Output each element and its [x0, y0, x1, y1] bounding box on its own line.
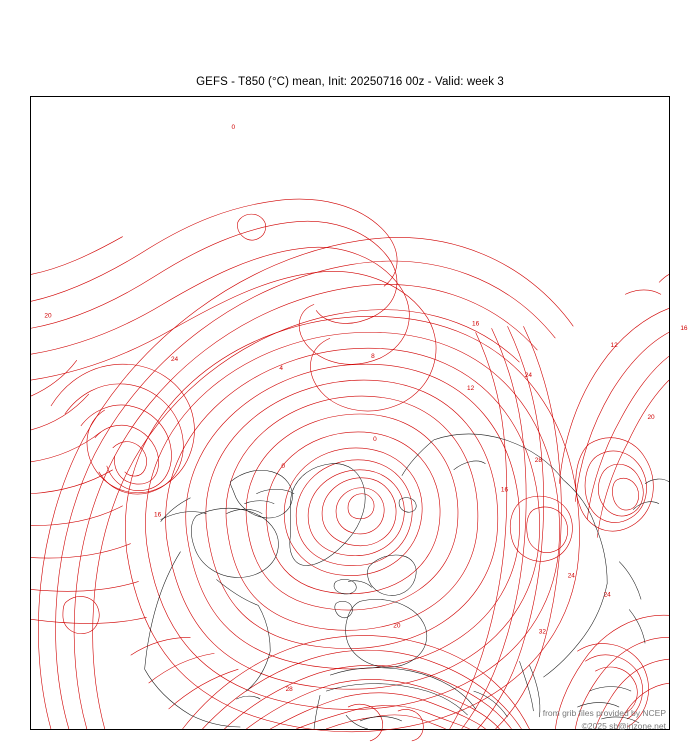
source-credit: from grib files provided by NCEP — [542, 708, 666, 718]
contour-label: 0 — [281, 462, 286, 470]
contour-label: 24 — [524, 372, 533, 380]
contour-label: 20 — [647, 413, 655, 421]
contour-label: 32 — [538, 628, 546, 636]
chart-title: GEFS - T850 (°C) mean, Init: 20250716 00z - Valid: week 3 — [196, 76, 504, 88]
contour-label: 20 — [44, 312, 52, 320]
contour-label: 12 — [610, 342, 618, 350]
contour-label: 12 — [467, 385, 475, 393]
contour-label: 28 — [285, 686, 293, 694]
contour-label: 8 — [371, 353, 375, 361]
contour-map — [31, 97, 688, 729]
contour-label: 16 — [500, 486, 509, 494]
contour-label: 20 — [393, 622, 401, 630]
contour-lines — [31, 199, 669, 741]
contour-label: 16 — [154, 511, 162, 519]
contour-label: 4 — [279, 365, 284, 373]
contour-label: 0 — [373, 435, 377, 443]
contour-label: 28 — [534, 456, 543, 464]
coastlines — [145, 434, 669, 729]
contour-label: 24 — [567, 572, 575, 580]
contour-label: 16 — [680, 325, 688, 333]
contour-label: 24 — [170, 356, 179, 364]
contour-label: 16 — [472, 320, 480, 328]
contour-label: 24 — [603, 591, 611, 599]
copyright-credit: ©2025 sb@irizone.net — [581, 721, 666, 731]
map-plot-area — [30, 96, 688, 730]
contour-label: 0 — [231, 123, 236, 131]
